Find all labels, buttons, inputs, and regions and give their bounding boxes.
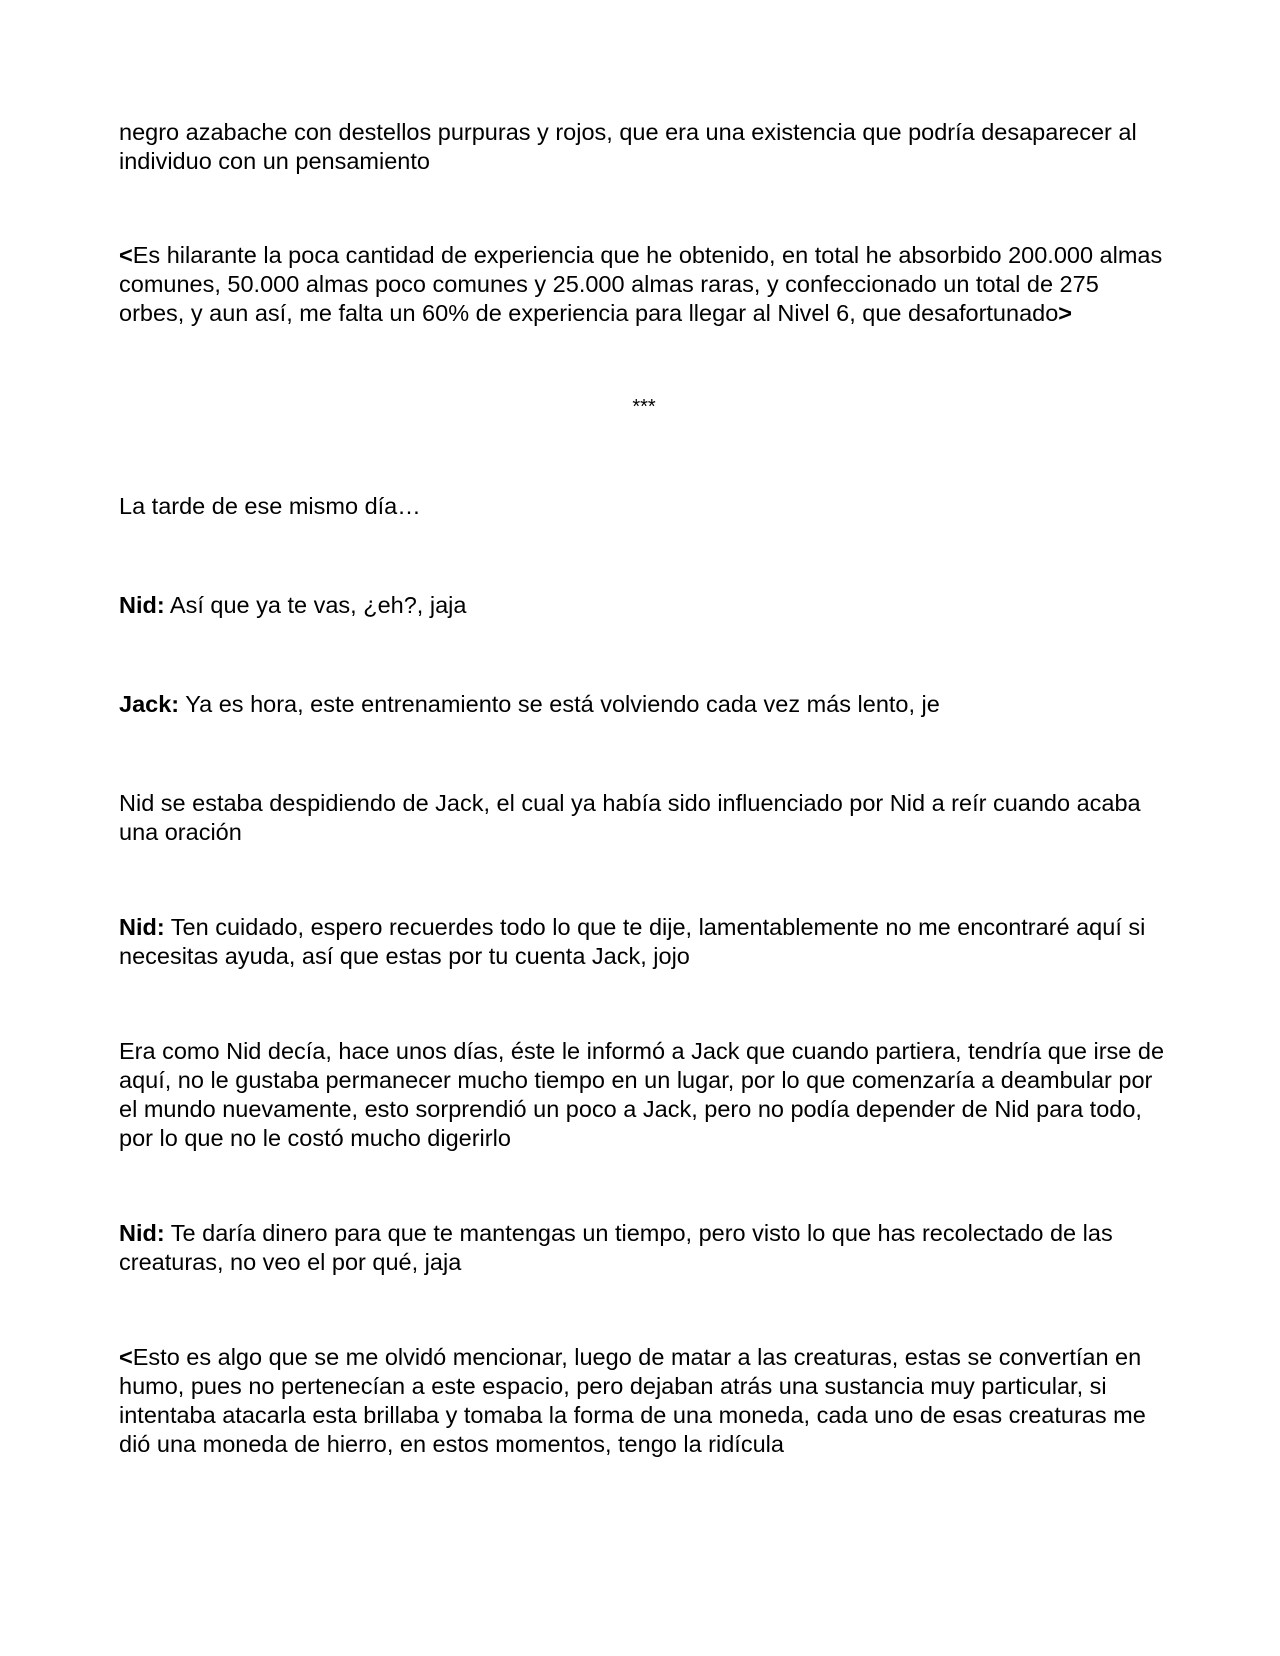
speaker-name: Nid: [119,914,165,940]
thought-close-marker: > [1058,300,1073,326]
dialogue-paragraph [119,591,1169,620]
scene-separator: *** [632,396,656,418]
document-page [119,118,1169,1459]
narration-paragraph [119,1037,1169,1153]
dialogue-text: Así que ya te vas, ¿eh?, jaja [164,592,467,618]
speaker-name: Nid: [119,592,165,618]
dialogue-text: Ya es hora, este entrenamiento se está volviendo cada vez más lento, je [179,691,940,717]
narration-paragraph [119,789,1169,847]
paragraph-text: Esto es algo que se me olvidó mencionar, luego de matar a las creaturas, estas se convertían en humo, pues no pertenecían a este espacio, pero dejaban atrás una sustancia muy particular, si intentaba atacarla esta brillaba y tomaba la forma de una moneda, cada uno de esas creaturas me dió una moneda de hierro, en estos momentos, tengo la ridícula [119,1344,1146,1457]
narration-paragraph [119,118,1159,176]
speaker-name: Nid: [119,1220,165,1246]
paragraph-text: La tarde de ese mismo día… [119,493,421,519]
paragraph-text: Nid se estaba despidiendo de Jack, el cual ya había sido influenciado por Nid a reír cuando acaba una oración [119,790,1141,845]
dialogue-paragraph [119,690,1169,719]
paragraph-text: Era como Nid decía, hace unos días, éste le informó a Jack que cuando partiera, tendría que irse de aquí, no le gustaba permanecer mucho tiempo en un lugar, por lo que comenzaría a deambular por el mundo nuevamente, esto sorprendió un poco a Jack, pero no podía depender de Nid para todo, por lo que no le costó mucho digerirlo [119,1038,1165,1151]
dialogue-paragraph [119,1219,1169,1277]
speaker-name: Jack: [119,691,180,717]
dialogue-paragraph [119,913,1169,971]
dialogue-text: Te daría dinero para que te mantengas un tiempo, pero visto lo que has recolectado de las creaturas, no veo el por qué, jaja [119,1220,1113,1275]
thought-open-marker: < [119,242,133,268]
narration-paragraph [119,492,1169,521]
thought-paragraph [119,241,1169,328]
paragraph-text: Es hilarante la poca cantidad de experiencia que he obtenido, en total he absorbido 200.000 almas comunes, 50.000 almas poco comunes y 25.000 almas raras, y confeccionado un total de 275 orbes, y aun así, me falta un 60% de experiencia para llegar al Nivel 6, que desafortunado [119,242,1163,326]
thought-paragraph [119,1343,1169,1459]
thought-open-marker: < [119,1344,133,1370]
dialogue-text: Ten cuidado, espero recuerdes todo lo que te dije, lamentablemente no me encontraré aquí si necesitas ayuda, así que estas por tu cuenta Jack, jojo [119,914,1146,969]
paragraph-text: negro azabache con destellos purpuras y rojos, que era una existencia que podría desaparecer al individuo con un pensamiento [119,119,1137,174]
